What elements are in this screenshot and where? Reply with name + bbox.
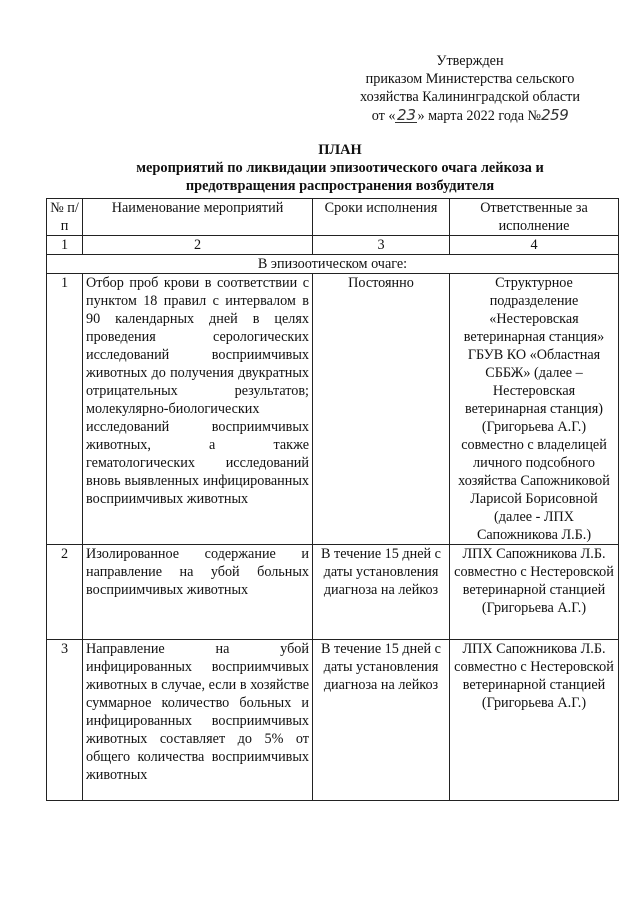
column-number: 2 — [83, 236, 313, 255]
approval-stamp — [345, 52, 595, 125]
header-action: Наименование мероприятий — [83, 199, 313, 236]
row-deadline: В течение 15 дней с даты установления диагноза на лейкоз — [313, 545, 450, 640]
table-row — [47, 274, 619, 545]
row-action: Отбор проб крови в соответствии с пунктом 18 правил с интервалом в 90 календарных дней в целях проведения серологических исследований восприимчивых животных до получения двукратных отрицательных результатов; молекулярно-биологических исследований восприимчивых животных, а также гематологических исследований вновь выявленных инфицированных восприимчивых животных — [83, 274, 313, 545]
row-deadline: В течение 15 дней с даты установления диагноза на лейкоз — [313, 640, 450, 801]
column-number: 4 — [450, 236, 619, 255]
approval-date-line — [345, 106, 595, 125]
row-responsible: ЛПХ Сапожникова Л.Б. совместно с Нестеровской ветеринарной станцией (Григорьева А.Г.) — [450, 640, 619, 801]
row-action: Изолированное содержание и направление на убой больных восприимчивых животных — [83, 545, 313, 640]
column-number-row — [47, 236, 619, 255]
row-number: 3 — [47, 640, 83, 801]
row-responsible: ЛПХ Сапожникова Л.Б. совместно с Нестеровской ветеринарной станцией (Григорьева А.Г.) — [450, 545, 619, 640]
handwritten-day: 23 — [396, 106, 417, 124]
approval-line-1: Утвержден — [436, 53, 504, 69]
table-row — [47, 545, 619, 640]
row-responsible: Структурное подразделение «Нестеровская ветеринарная станция» ГБУВ КО «Областная СББЖ» (далее – Нестеровская ветеринарная станция) (Григорьева А.Г.) совместно с владелицей личного подсобного хозяйства Сапожниковой Ларисой Борисовной (далее - ЛПХ Сапожникова Л.Б.) — [450, 274, 619, 545]
date-middle: » марта 2022 года № — [417, 108, 542, 124]
row-deadline: Постоянно — [313, 274, 450, 545]
row-number: 2 — [47, 545, 83, 640]
section-title: В эпизоотическом очаге: — [47, 255, 619, 274]
approval-line-3: хозяйства Калининградской области — [360, 89, 580, 105]
plan-table — [46, 198, 619, 801]
row-number: 1 — [47, 274, 83, 545]
approval-line-2: приказом Министерства сельского — [365, 71, 575, 87]
column-number: 1 — [47, 236, 83, 255]
handwritten-order-number: 259 — [541, 106, 569, 124]
table-row — [47, 640, 619, 801]
title-line-3: предотвращения распространения возбудителя — [185, 178, 495, 194]
title-line-2: мероприятий по ликвидации эпизоотического очага лейкоза и — [136, 160, 544, 176]
table-header-row — [47, 199, 619, 236]
title-line-1: ПЛАН — [318, 142, 362, 158]
header-num: № п/п — [47, 199, 83, 236]
section-row — [47, 255, 619, 274]
header-responsible: Ответственные за исполнение — [450, 199, 619, 236]
document-title — [80, 141, 600, 195]
column-number: 3 — [313, 236, 450, 255]
date-prefix: от « — [371, 108, 396, 124]
row-action: Направление на убой инфицированных восприимчивых животных в случае, если в хозяйстве суммарное количество больных и инфицированных восприимчивых животных составляет до 5% от общего количества восприимчивых животных — [83, 640, 313, 801]
header-deadline: Сроки исполнения — [313, 199, 450, 236]
